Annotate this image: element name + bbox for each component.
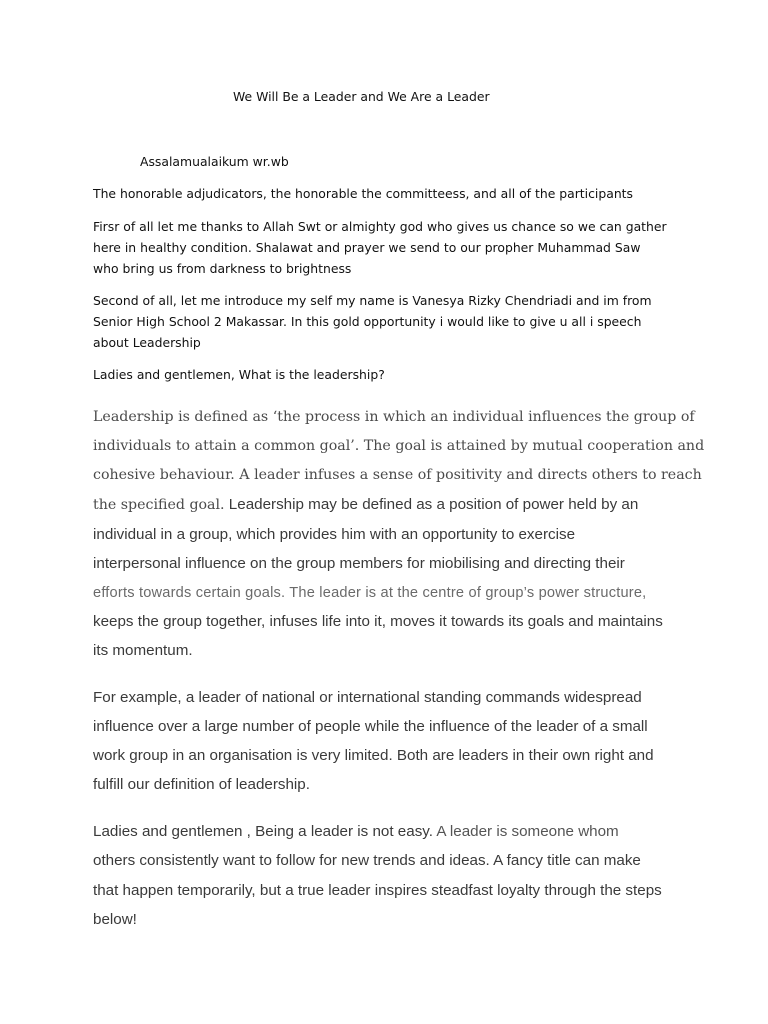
definition-line: interpersonal influence on the group members for miobilising and directing their (93, 555, 625, 572)
opening-line: here in healthy condition. Shalawat and prayer we send to our propher Muhammad Saw (93, 240, 641, 255)
example-line: For example, a leader of national or international standing commands widespread (93, 689, 642, 706)
definition-line: Leadership is defined as ‘the process in which an individual influences the group of (93, 409, 695, 425)
closing-line: others consistently want to follow for new trends and ideas. A fancy title can make (93, 852, 641, 869)
document-title: We Will Be a Leader and We Are a Leader (233, 89, 490, 104)
closing-line: that happen temporarily, but a true leader inspires steadfast loyalty through the steps (93, 882, 662, 899)
closing-line: below! (93, 911, 137, 928)
definition-line: its momentum. (93, 642, 193, 659)
definition-fragment: the specified goal. (93, 497, 225, 513)
address-line: The honorable adjudicators, the honorable the committeess, and all of the participants (93, 186, 633, 201)
closing-fragment: Ladies and gentlemen , Being a leader is not easy. (93, 823, 433, 840)
definition-fragment: efforts towards certain goals. (93, 585, 286, 601)
example-line: influence over a large number of people while the influence of the leader of a small (93, 718, 648, 735)
opening-line: who bring us from darkness to brightness (93, 261, 352, 276)
definition-line: individual in a group, which provides him with an opportunity to exercise (93, 526, 576, 543)
definition-line: cohesive behaviour. A leader infuses a sense of positivity and directs others to reach (93, 467, 702, 483)
definition-line (93, 584, 646, 602)
closing-line (93, 823, 619, 841)
closing-fragment: A leader is someone whom (432, 823, 619, 840)
definition-fragment: The leader is at the centre of group’s power structure, (285, 585, 647, 601)
definition-line: individuals to attain a common goal’. The goal is attained by mutual cooperation and (93, 438, 705, 454)
introduction-line: about Leadership (93, 335, 201, 350)
opening-line: Firsr of all let me thanks to Allah Swt or almighty god who gives us chance so we can gather (93, 219, 667, 234)
question-line: Ladies and gentlemen, What is the leadership? (93, 367, 385, 382)
introduction-line: Senior High School 2 Makassar. In this gold opportunity i would like to give u all i speech (93, 314, 642, 329)
example-line: work group in an organisation is very limited. Both are leaders in their own right and (93, 747, 654, 764)
definition-line: keeps the group together, infuses life into it, moves it towards its goals and maintains (93, 613, 663, 630)
introduction-line: Second of all, let me introduce my self my name is Vanesya Rizky Chendriadi and im from (93, 293, 652, 308)
definition-line (93, 496, 638, 514)
definition-fragment: Leadership may be defined as a position of power held by an (224, 496, 639, 513)
greeting: Assalamualaikum wr.wb (140, 154, 289, 169)
example-line: fulfill our definition of leadership. (93, 776, 310, 793)
